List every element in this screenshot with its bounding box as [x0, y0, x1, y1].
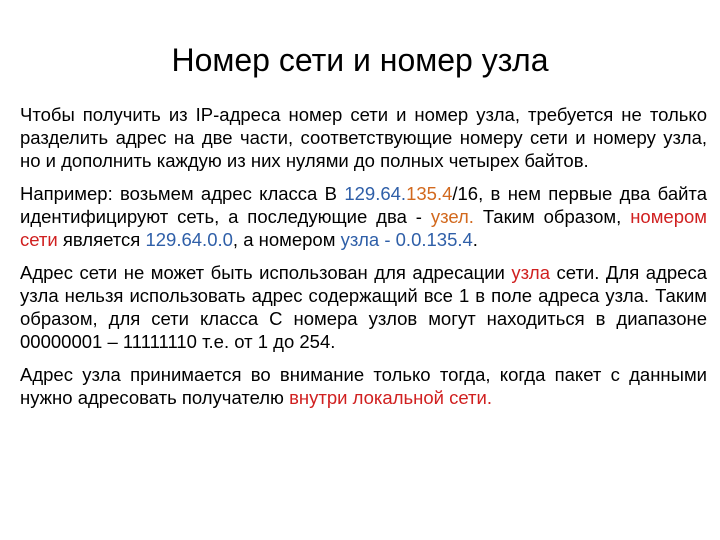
ip-network-part: 129.64. [344, 183, 407, 204]
p3-text-1: Адрес сети не может быть использован для адресации [20, 262, 512, 283]
paragraph-3 [20, 261, 707, 353]
paragraph-2 [20, 182, 707, 251]
p2-text-6: . [472, 229, 478, 250]
p2-text-1: Например: возьмем адрес класса В [20, 183, 345, 204]
node-address: узла - 0.0.135.4 [340, 229, 473, 250]
network-number-highlight: номером сети [20, 206, 707, 250]
p2-text-2: /16, в нем первые два байта идентифицируют сеть, а последующие два - [20, 183, 707, 227]
p3-text-2: сети. Для адреса узла нельзя использовать адрес содержащий все 1 в поле адреса узла. Таким образом, для сети класса С номера узлов могут находиться в диапазоне 00000001 – 11111110 т.е. от 1 до 254. [20, 262, 707, 352]
p2-text-3: Таким образом, [473, 206, 631, 227]
node-highlight-2: узла [511, 262, 550, 283]
ip-host-part: 135.4 [406, 183, 453, 204]
slide-body [20, 103, 707, 419]
p4-text-1: Адрес узла принимается во внимание только тогда, когда пакет с данными нужно адресовать получателю [20, 364, 707, 408]
node-highlight: узел. [430, 206, 474, 227]
p2-text-5: , а номером [232, 229, 341, 250]
local-network-highlight: внутри локальной сети. [289, 387, 492, 408]
slide-title: Номер сети и номер узла [171, 42, 549, 78]
paragraph-4 [20, 363, 707, 409]
network-address: 129.64.0.0 [145, 229, 233, 250]
p2-text-4: является [57, 229, 146, 250]
paragraph-1: Чтобы получить из IP-адреса номер сети и номер узла, требуется не только разделить адрес на две части, соответствующие номеру сети и номеру узла, но и дополнить каждую из них нулями до полных четырех байтов. [20, 104, 707, 171]
